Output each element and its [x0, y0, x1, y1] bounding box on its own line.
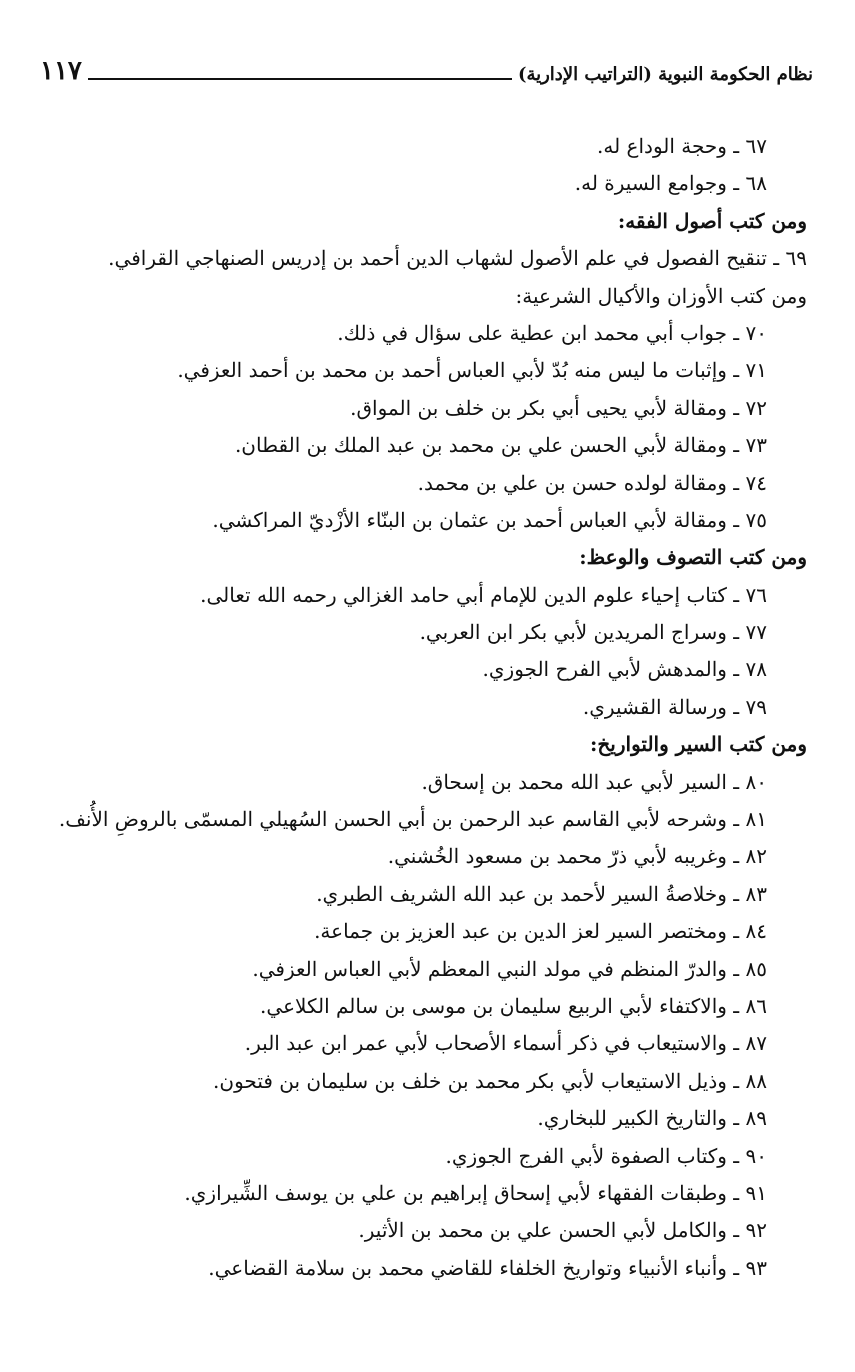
section-heading: ومن كتب السير والتواريخ: [590, 732, 807, 757]
list-item: ٨٤ ـ ومختصر السير لعز الدين بن عبد العزيز بن جماعة. [314, 919, 767, 944]
list-item: ٨٦ ـ والاكتفاء لأبي الربيع سليمان بن موسى بن سالم الكلاعي. [260, 993, 767, 1018]
list-item: ٧٥ ـ ومقالة لأبي العباس أحمد بن عثمان بن البنّاء الأزْديّ المراكشي. [212, 507, 767, 532]
list-item: ٨٥ ـ والدرّ المنظم في مولد النبي المعظم لأبي العباس العزفي. [252, 956, 767, 981]
page-number: ١١٧ [40, 56, 82, 86]
list-item: ٦٧ ـ وحجة الوداع له. [597, 134, 767, 158]
list-item: ٧٧ ـ وسراج المريدين لأبي بكر ابن العربي. [419, 620, 767, 645]
list-item: ٩٢ ـ والكامل لأبي الحسن علي بن محمد بن الأثير. [358, 1218, 767, 1243]
list-item: ٨٨ ـ وذيل الاستيعاب لأبي بكر محمد بن خلف بن سليمان بن فتحون. [213, 1068, 767, 1093]
list-item: ٧٠ ـ جواب أبي محمد ابن عطية على سؤال في ذلك. [337, 320, 767, 345]
list-item: ٧٩ ـ ورسالة القشيري. [582, 694, 767, 719]
list-item: ٧٨ ـ والمدهش لأبي الفرح الجوزي. [482, 657, 767, 682]
list-item: ٨٢ ـ وغريبه لأبي ذرّ محمد بن مسعود الخُشني. [387, 844, 767, 869]
section-heading: ومن كتب أصول الفقه: [617, 208, 807, 233]
list-item: ٨٠ ـ السير لأبي عبد الله محمد بن إسحاق. [421, 769, 767, 794]
section-heading: ومن كتب التصوف والوعظ: [579, 545, 807, 570]
section-heading: ومن كتب الأوزان والأكيال الشرعية: [515, 283, 807, 308]
header-rule [88, 78, 512, 80]
running-header [40, 44, 813, 84]
list-item: ٩٠ ـ وكتاب الصفوة لأبي الفرج الجوزي. [445, 1143, 767, 1168]
list-item: ٧١ ـ وإثبات ما ليس منه بُدّ لأبي العباس أحمد بن محمد بن أحمد العزفي. [177, 358, 767, 383]
list-item: ٨٧ ـ والاستيعاب في ذكر أسماء الأصحاب لأبي عمر ابن عبد البر. [244, 1031, 767, 1056]
list-item: ٧٢ ـ ومقالة لأبي يحيى أبي بكر بن خلف بن المواق. [350, 395, 767, 420]
list-item: ٩٣ ـ وأنباء الأنبياء وتواريخ الخلفاء للقاضي محمد بن سلامة القضاعي. [208, 1255, 767, 1280]
list-item: ٧٣ ـ ومقالة لأبي الحسن علي بن محمد بن عبد الملك بن القطان. [234, 433, 767, 458]
list-item: ٧٤ ـ ومقالة لولده حسن بن علي بن محمد. [417, 470, 767, 495]
list-item: ٧٦ ـ كتاب إحياء علوم الدين للإمام أبي حامد الغزالي رحمه الله تعالى. [200, 582, 767, 607]
running-title: نظام الحكومة النبوية (التراتيب الإدارية) [517, 64, 813, 85]
list-item: ٨٩ ـ والتاريخ الكبير للبخاري. [537, 1106, 767, 1131]
list-item: ٩١ ـ وطبقات الفقهاء لأبي إسحاق إبراهيم بن علي بن يوسف الشِّيرازي. [184, 1180, 767, 1205]
list-item: ٨١ ـ وشرحه لأبي القاسم عبد الرحمن بن أبي الحسن السُهيلي المسمّى بالروضِ الأُنف. [58, 807, 767, 832]
list-item: ٦٨ ـ وجوامع السيرة له. [574, 171, 767, 196]
list-item: ٨٣ ـ وخلاصةُ السير لأحمد بن عبد الله الشريف الطبري. [316, 881, 767, 906]
list-item: ٦٩ ـ تنقيح الفصول في علم الأصول لشهاب الدين أحمد بن إدريس الصنهاجي القرافي. [108, 246, 807, 271]
book-list [40, 128, 807, 1287]
